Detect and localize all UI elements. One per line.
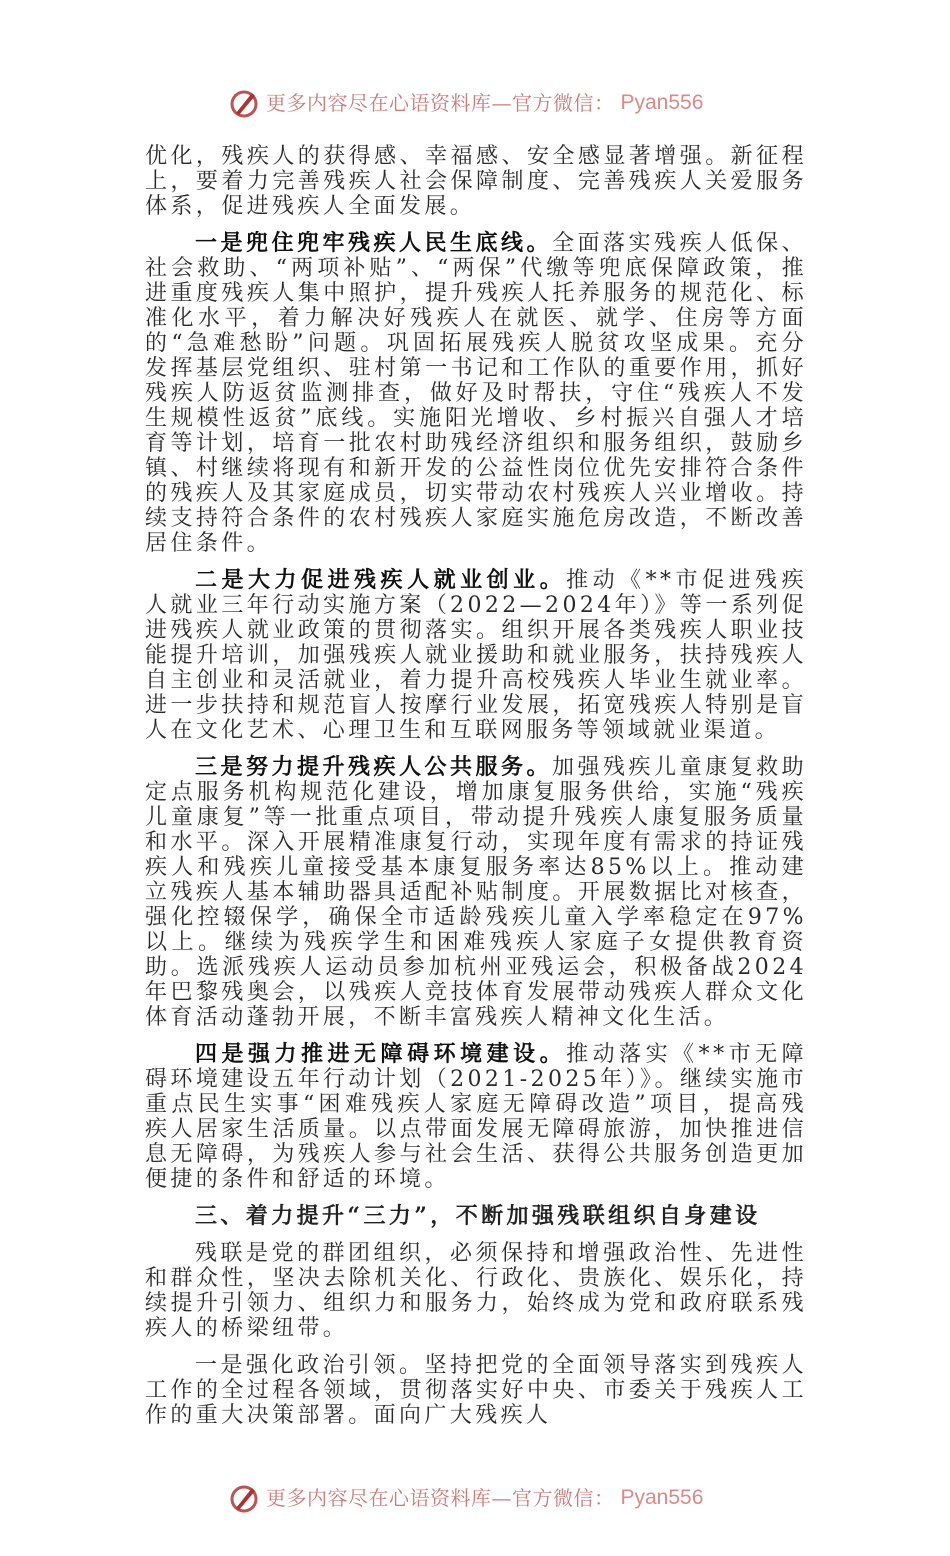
watermark-header (228, 85, 703, 121)
section-heading: 三、着力提升“三力”，不断加强残联组织自身建设 (195, 1203, 761, 1229)
paragraph-text: 推动《**市促进残疾人就业三年行动实施方案（2022—2024年）》等一系列促进残疾人就业政策的贯彻落实。组织开展各类残疾人职业技能提升培训，加强残疾人就业援助和就业服务，扶持残疾人自主创业和灵活就业，着力提升高校残疾人毕业生就业率。进一步扶持和规范盲人按摩行业发展，拓宽残疾人特别是盲人在文化艺术、心理卫生和互联网服务等领域就业渠道。 (145, 568, 807, 743)
paragraph-lead: 四是强力推进无障碍环境建设。 (195, 1041, 567, 1067)
paragraph (145, 755, 807, 1030)
paragraph (145, 1241, 807, 1341)
watermark-text: 更多内容尽在心语资料库—官方微信： (266, 1486, 615, 1510)
paragraph-text: 加强残疾儿童康复救助定点服务机构规范化建设，增加康复服务供给，实施“残疾儿童康复”等一批重点项目，带动提升残疾人康复服务质量和水平。深入开展精准康复行动，实现年度有需求的持证残疾人和残疾儿童接受基本康复服务率达85%以上。推动建立残疾人基本辅助器具适配补贴制度。开展数据比对核查，强化控辍保学，确保全市适龄残疾儿童入学率稳定在97%以上。继续为残疾学生和困难残疾人家庭子女提供教育资助。选派残疾人运动员参加杭州亚残运会，积极备战2024年巴黎残奥会，以残疾人竞技体育发展带动残疾人群众文化体育活动蓬勃开展，不断丰富残疾人精神文化生活。 (145, 755, 807, 1030)
paragraph (145, 568, 807, 743)
watermark-text: 更多内容尽在心语资料库—官方微信： (266, 91, 615, 115)
paragraph (145, 144, 807, 219)
paragraph-text: 一是强化政治引领。坚持把党的全面领导落实到残疾人工作的全过程各领域，贯彻落实好中央、市委关于残疾人工作的重大决策部署。面向广大残疾人 (145, 1353, 807, 1428)
watermark-footer (228, 1480, 703, 1516)
paragraph-lead: 三是努力提升残疾人公共服务。 (195, 754, 553, 780)
document-body (145, 144, 807, 1440)
paragraph (145, 1353, 807, 1428)
pen-logo-icon (228, 1482, 260, 1514)
paragraph-text: 全面落实残疾人低保、社会救助、“两项补贴”、“两保”代缴等兜底保障政策，推进重度残疾人集中照护，提升残疾人托养服务的规范化、标准化水平，着力解决好残疾人在就医、就学、住房等方面的“急难愁盼”问题。巩固拓展残疾人脱贫攻坚成果。充分发挥基层党组织、驻村第一书记和工作队的重要作用，抓好残疾人防返贫监测排查，做好及时帮扶，守住“残疾人不发生规模性返贫”底线。实施阳光增收、乡村振兴自强人才培育等计划，培育一批农村助残经济组织和服务组织，鼓励乡镇、村继续将现有和新开发的公益性岗位优先安排符合条件的残疾人及其家庭成员，切实带动农村残疾人兴业增收。持续支持符合条件的农村残疾人家庭实施危房改造，不断改善居住条件。 (145, 231, 807, 556)
paragraph-text: 推动落实《**市无障碍环境建设五年行动计划（2021-2025年）》。继续实施市重点民生实事“困难残疾人家庭无障碍改造”项目，提高残疾人居家生活质量。以点带面发展无障碍旅游，加快推进信息无障碍，为残疾人参与社会生活、获得公共服务创造更加便捷的条件和舒适的环境。 (145, 1042, 807, 1192)
paragraph-text: 优化，残疾人的获得感、幸福感、安全感显著增强。新征程上，要着力完善残疾人社会保障制度、完善残疾人关爱服务体系，促进残疾人全面发展。 (145, 144, 807, 219)
watermark-wechat-id: Pyan556 (620, 91, 704, 114)
paragraph-lead: 二是大力促进残疾人就业创业。 (195, 567, 567, 593)
paragraph-lead: 一是兜住兜牢残疾人民生底线。 (195, 230, 553, 256)
paragraph (145, 231, 807, 556)
paragraph (145, 1042, 807, 1192)
paragraph-text: 残联是党的群团组织，必须保持和增强政治性、先进性和群众性，坚决去除机关化、行政化、贵族化、娱乐化，持续提升引领力、组织力和服务力，始终成为党和政府联系残疾人的桥梁纽带。 (145, 1241, 807, 1341)
pen-logo-icon (228, 87, 260, 119)
watermark-wechat-id: Pyan556 (620, 1486, 704, 1509)
